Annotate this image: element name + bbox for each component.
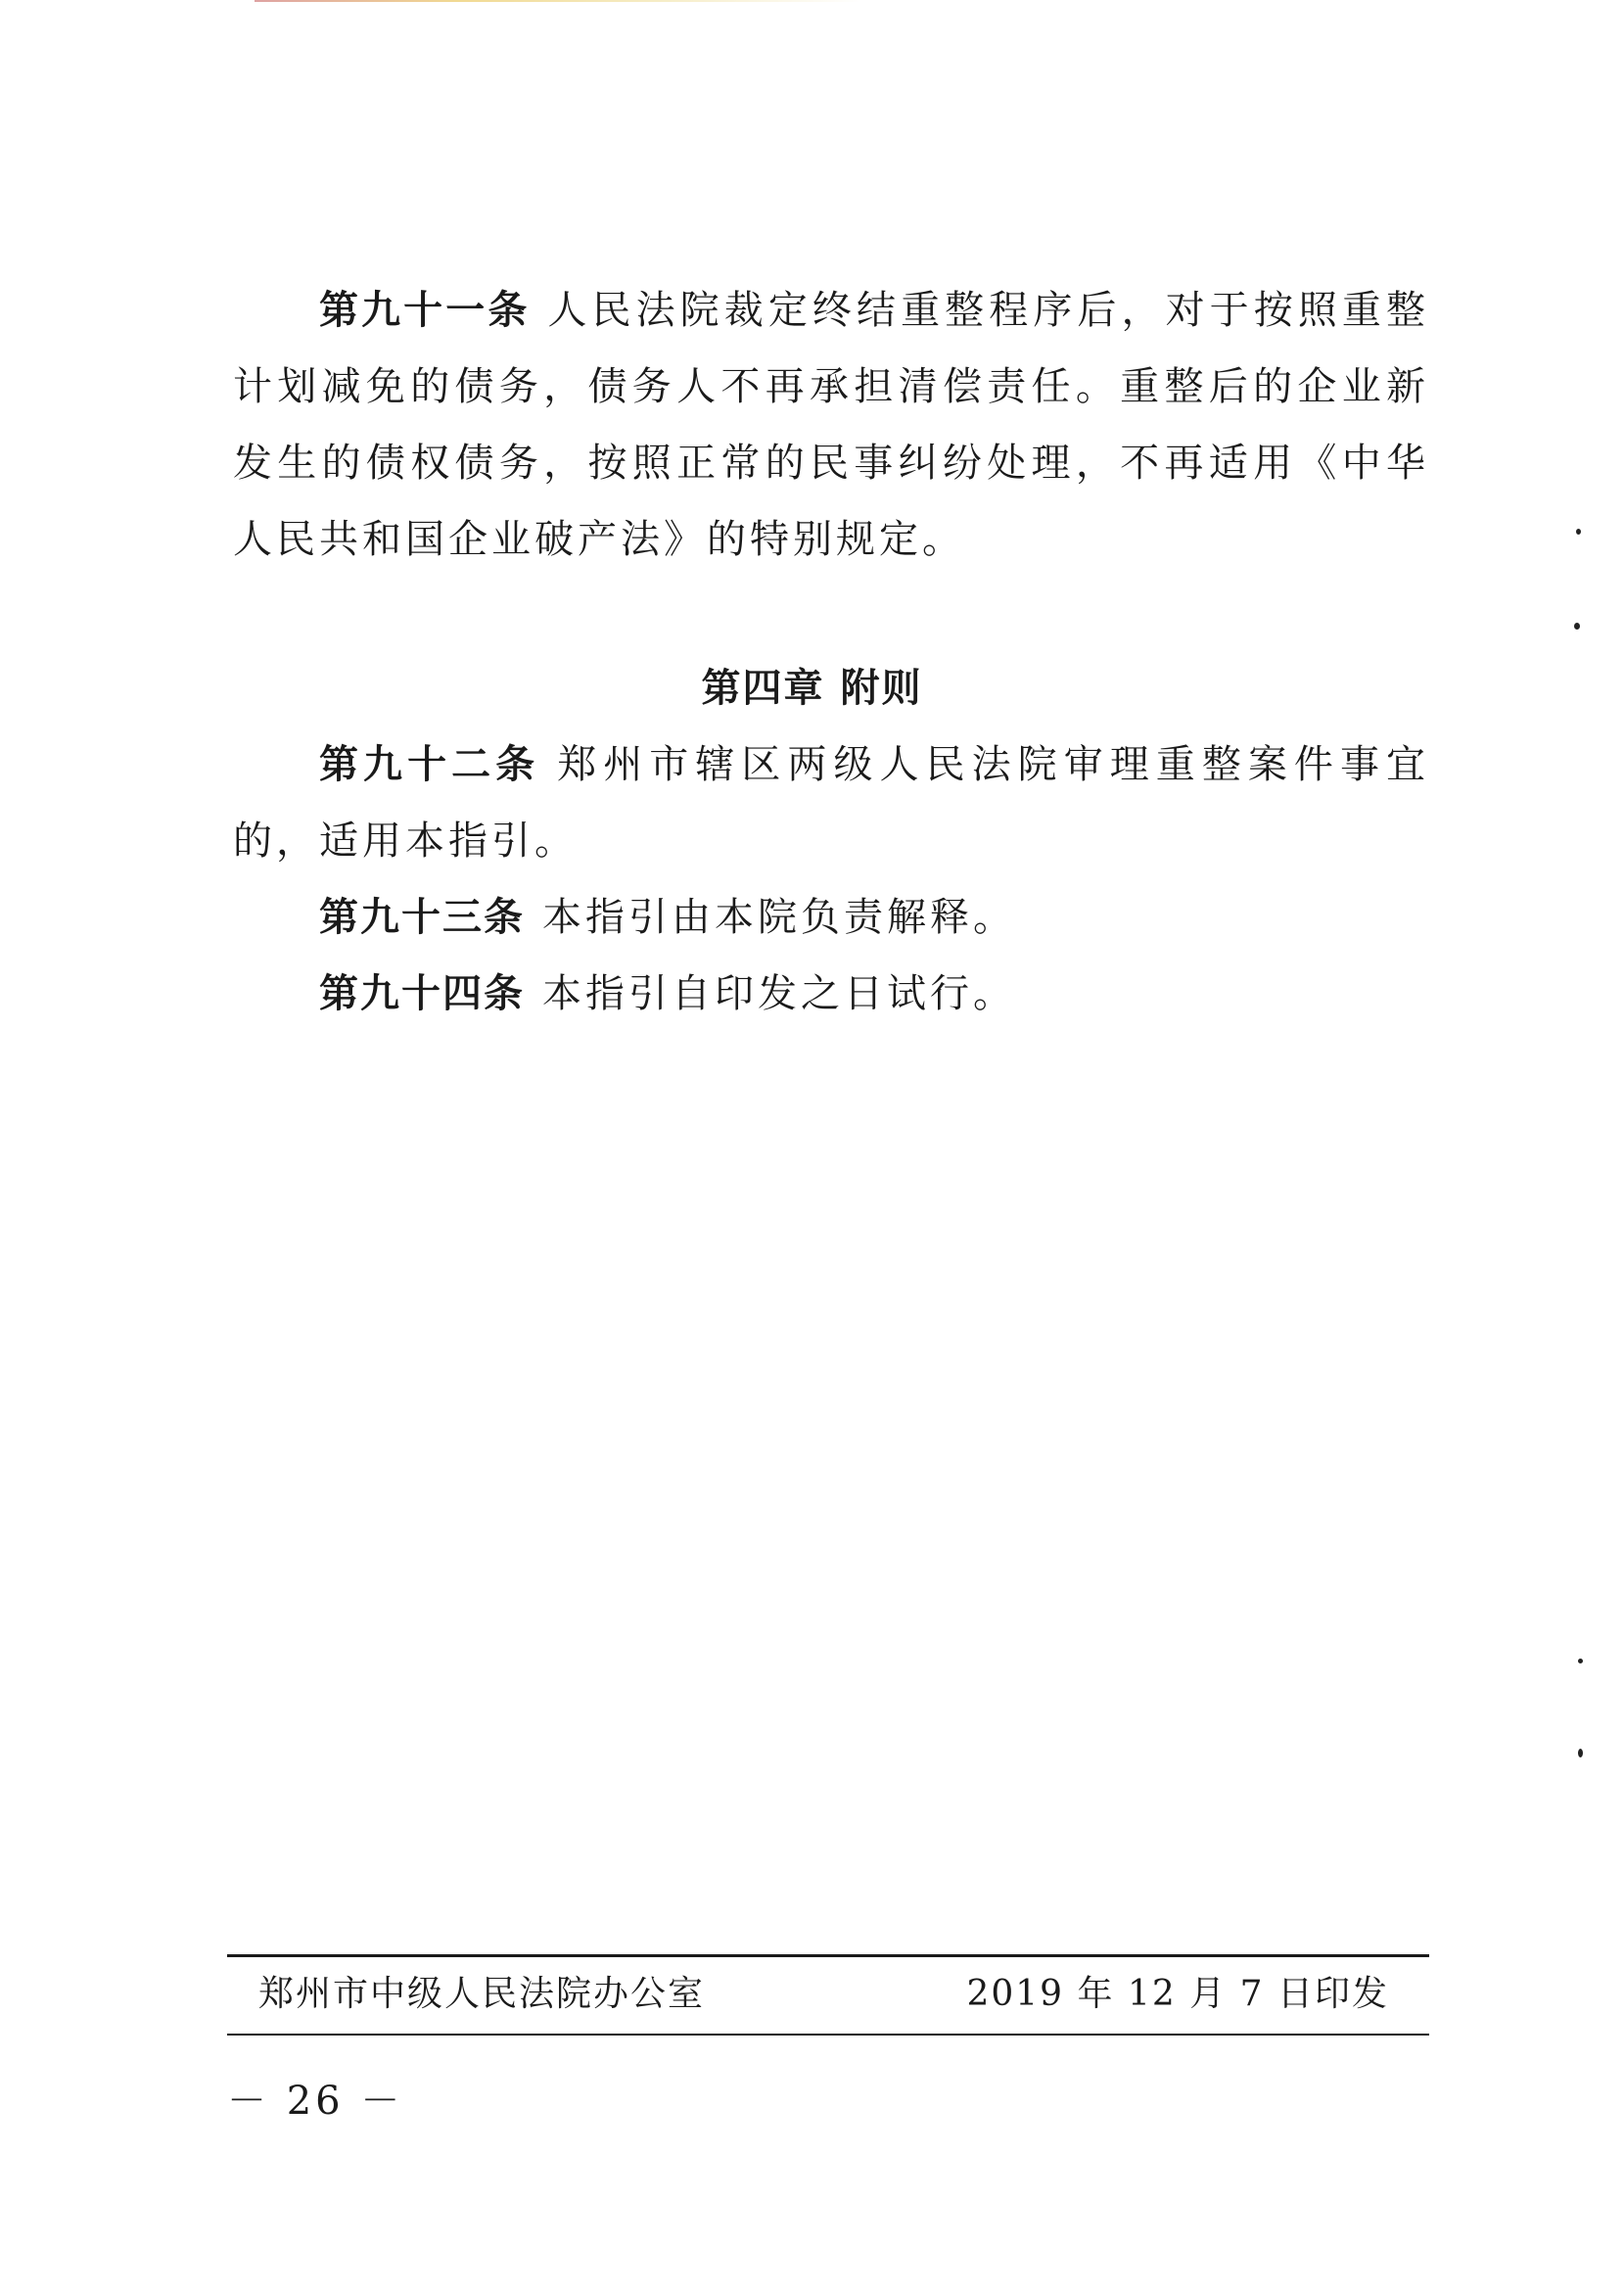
footer-rule-top	[227, 1954, 1429, 1957]
article-label: 第九十四条	[319, 971, 525, 1016]
article-label: 第九十一条	[319, 288, 531, 333]
article-92	[233, 726, 1429, 879]
scan-speck	[1574, 623, 1580, 630]
scan-speck	[1576, 529, 1581, 535]
article-text: 本指引自印发之日试行。	[542, 971, 1016, 1016]
scan-speck	[1578, 1749, 1583, 1757]
article-text: 人民法院裁定终结重整程序后，对于按照重整计划减免的债务，债务人不再承担清偿责任。重整后的企业新发生的债权债务，按照正常的民事纠纷处理，不再适用《中华人民共和国企业破产法》的特别规定。	[233, 288, 1430, 562]
article-label: 第九十三条	[319, 895, 525, 940]
footer-date: 2019 年 12 月 7 日印发	[966, 1974, 1389, 2014]
article-91	[233, 272, 1429, 578]
page-number: － 26 －	[227, 2079, 404, 2124]
article-93	[233, 879, 1429, 956]
footer-rule-bottom	[227, 2034, 1429, 2036]
chapter-heading: 第四章 附则	[701, 666, 923, 711]
article-text: 郑州市辖区两级人民法院审理重整案件事宜的，适用本指引。	[233, 742, 1430, 864]
article-text: 本指引由本院负责解释。	[542, 895, 1016, 940]
article-94	[233, 956, 1429, 1032]
scan-edge-decoration	[255, 0, 861, 2]
article-label: 第九十二条	[319, 742, 540, 787]
footer-issuer: 郑州市中级人民法院办公室	[258, 1974, 706, 2014]
scan-speck	[1578, 1659, 1583, 1663]
